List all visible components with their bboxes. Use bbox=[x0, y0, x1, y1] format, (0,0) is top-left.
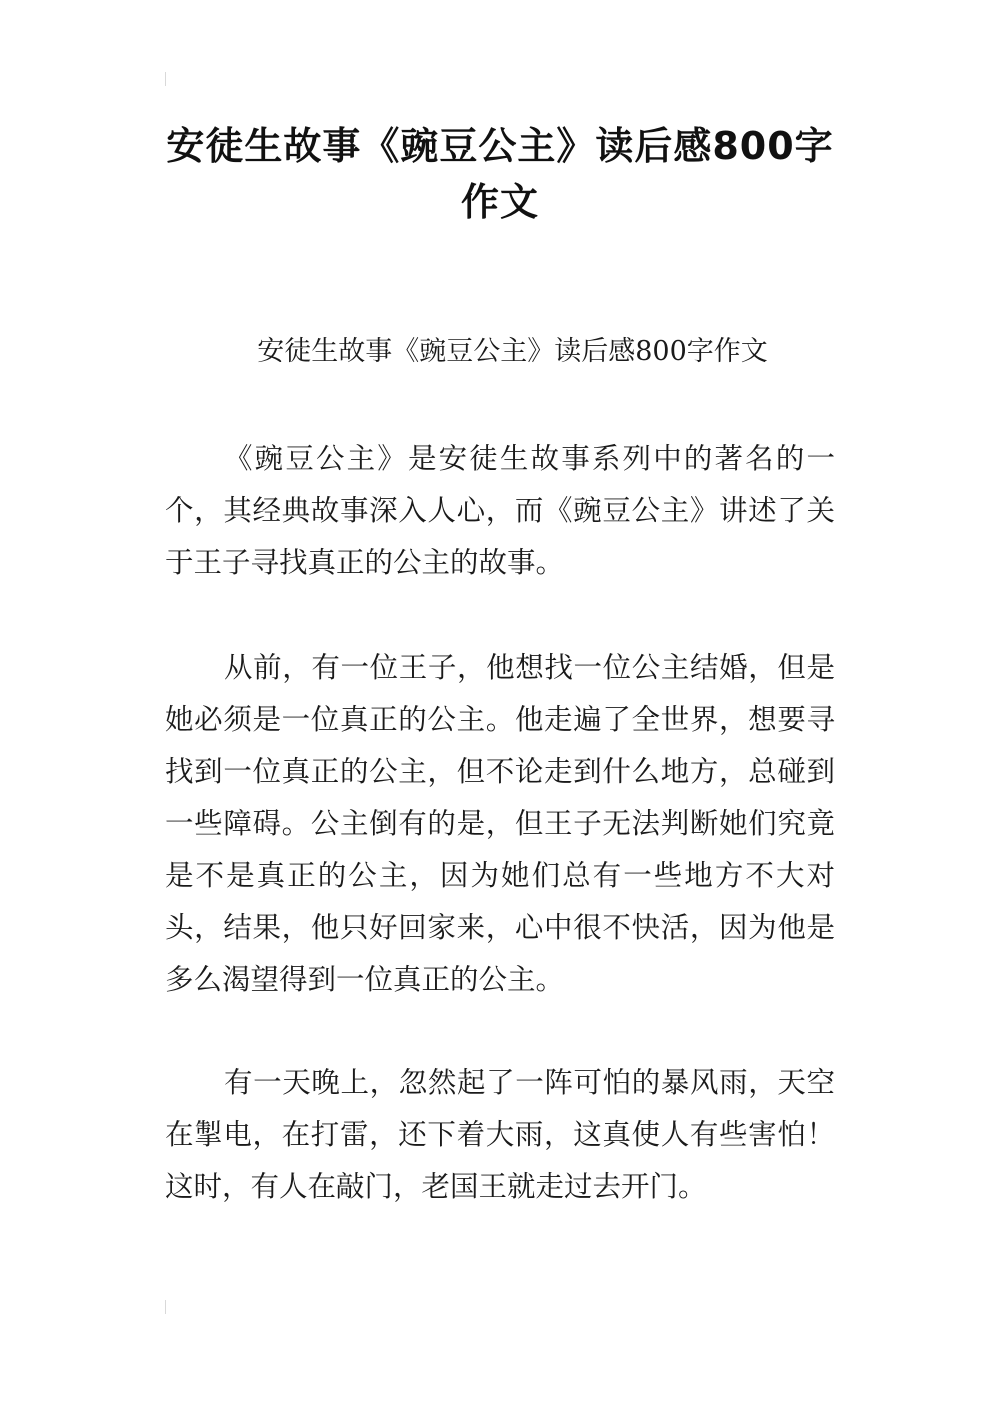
paragraph-prince-search: 从前，有一位王子，他想找一位公主结婚，但是她必须是一位真正的公主。他走遍了全世界，想要寻找到一位真正的公主，但不论走到什么地方，总碰到一些障碍。公主倒有的是，但王子无法判断她们究竟是不是真正的公主，因为她们总有一些地方不大对头，结果，他只好回家来，心中很不快活，因为他是多么渴望得到一位真正的公主。 bbox=[165, 651, 835, 996]
document-subtitle: 安徒生故事《豌豆公主》读后感800字作文 bbox=[257, 336, 768, 367]
paragraph-storm-night: 有一天晚上，忽然起了一阵可怕的暴风雨，天空在掣电，在打雷，还下着大雨，这真使人有些害怕！这时，有人在敲门，老国王就走过去开门。 bbox=[165, 1066, 835, 1203]
document-title: 安徒生故事《豌豆公主》读后感800字作文 bbox=[166, 124, 834, 224]
page-corner-mark-bottom bbox=[165, 1300, 166, 1314]
page-corner-mark-top bbox=[165, 72, 166, 86]
paragraph-intro: 《豌豆公主》是安徒生故事系列中的著名的一个，其经典故事深入人心，而《豌豆公主》讲述了关于王子寻找真正的公主的故事。 bbox=[165, 442, 835, 579]
